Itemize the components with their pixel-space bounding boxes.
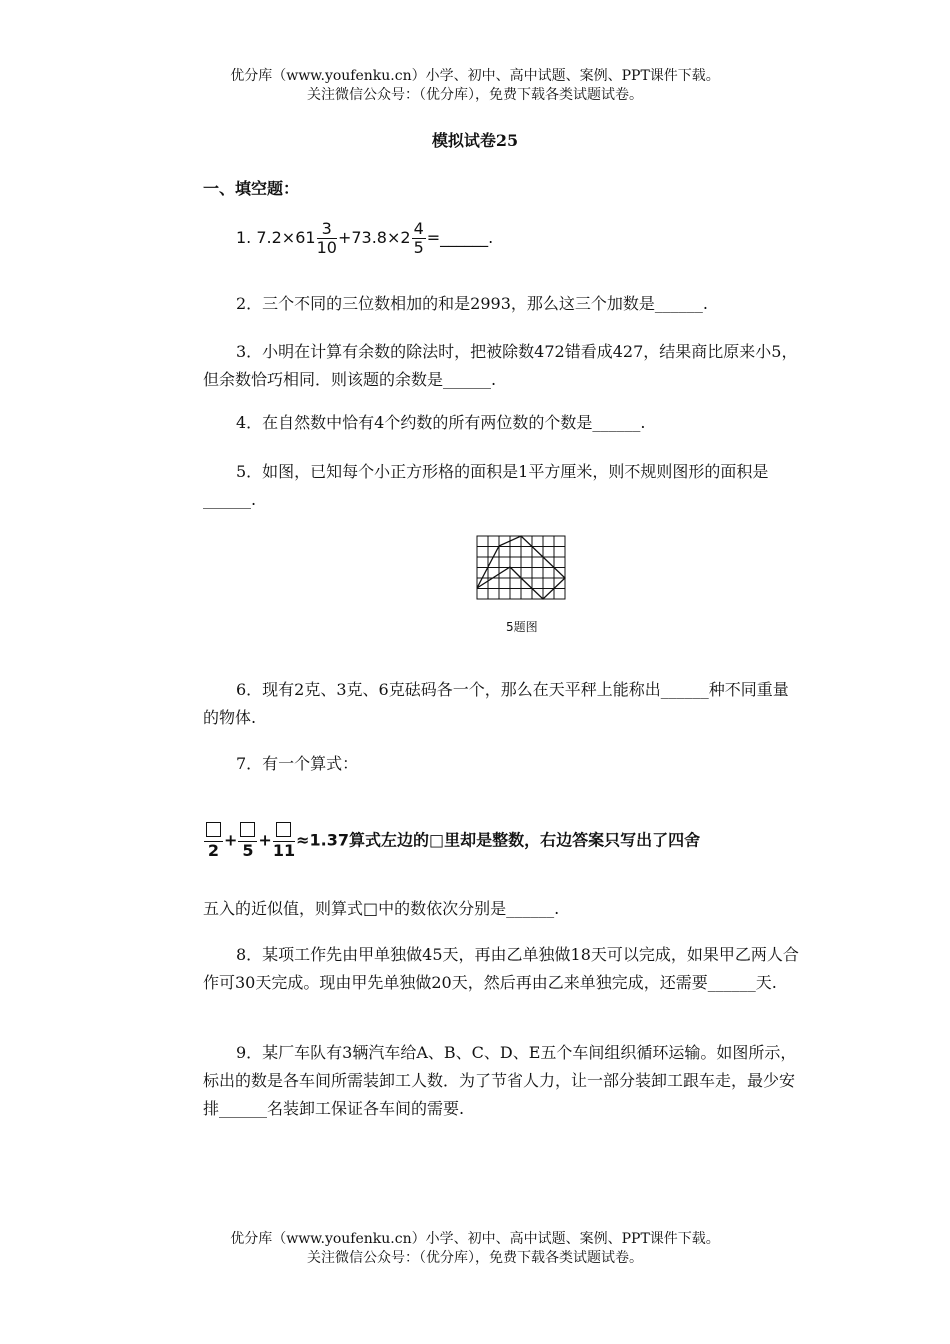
header-line-1: 优分库（www.youfenku.cn）小学、初中、高中试题、案例、PPT课件下载。 xyxy=(230,68,720,84)
q7-denominator-3: 11 xyxy=(272,841,296,860)
header-line-2: 关注微信公众号：（优分库），免费下载各类试题试卷。 xyxy=(307,87,643,103)
question-1 xyxy=(236,220,493,257)
q1-term-a: 7.2×61 xyxy=(256,228,316,247)
q1-fraction-1 xyxy=(317,220,337,257)
figure-5-grid xyxy=(476,535,568,601)
question-9: 9．某厂车队有3辆汽车给A、B、C、D、E五个车间组织循环运输。如图所示，标出的数是各车间所需装卸工人数．为了节省人力，让一部分装卸工跟车走，最少安排______名装卸工保证各车间的需要. xyxy=(203,1043,797,1118)
blank-box xyxy=(240,822,255,837)
q1-fraction-2 xyxy=(412,220,426,257)
q1-number: 1. xyxy=(236,228,252,247)
page-title: 模拟试卷25 xyxy=(431,131,519,150)
page-footer xyxy=(0,1230,950,1268)
q7-rhs: ≈1.37算式左边的□里却是整数，右边答案只写出了四舍 xyxy=(296,830,701,850)
question-6: 6．现有2克、3克、6克砝码各一个，那么在天平秤上能称出______种不同重量的物体. xyxy=(203,680,789,727)
q7-fraction-3 xyxy=(273,822,295,860)
question-8: 8．某项工作先由甲单独做45天，再由乙单独做18天可以完成，如果甲乙两人合作可30天完成。现由甲先单独做20天，然后再由乙来单独完成，还需要______天. xyxy=(203,945,799,992)
q1-f1-denominator: 10 xyxy=(316,238,337,257)
grid-lines xyxy=(477,536,565,599)
q7-denominator-2: 5 xyxy=(242,841,254,860)
q1-f1-numerator: 3 xyxy=(317,220,337,239)
figure-5-caption: 5题图 xyxy=(506,620,538,634)
section-heading: 一、填空题： xyxy=(203,179,300,198)
q1-f2-denominator: 5 xyxy=(413,238,424,257)
question-3: 3．小明在计算有余数的除法时，把被除数472错看成427，结果商比原来小5，但余数恰巧相同．则该题的余数是______. xyxy=(203,342,798,389)
q7-denominator-1: 2 xyxy=(207,841,220,860)
q1-term-b: +73.8×2 xyxy=(337,228,411,247)
blank-box xyxy=(276,822,291,837)
question-7-intro: 7．有一个算式： xyxy=(236,754,359,773)
question-4: 4．在自然数中恰有4个约数的所有两位数的个数是______. xyxy=(236,413,646,432)
question-5: 5．如图，已知每个小正方形格的面积是1平方厘米，则不规则图形的面积是______. xyxy=(203,462,769,509)
question-2: 2．三个不同的三位数相加的和是2993，那么这三个加数是______. xyxy=(236,294,708,313)
page-header xyxy=(0,67,950,105)
footer-line-2: 关注微信公众号：（优分库），免费下载各类试题试卷。 xyxy=(307,1250,643,1266)
footer-line-1: 优分库（www.youfenku.cn）小学、初中、高中试题、案例、PPT课件下载。 xyxy=(230,1231,720,1247)
q1-term-c: =______. xyxy=(426,228,494,247)
blank-box xyxy=(206,822,221,837)
q7-fraction-2 xyxy=(238,822,257,860)
question-7-continued: 五入的近似值，则算式□中的数依次分别是______. xyxy=(203,899,560,918)
q7-fraction-1 xyxy=(204,822,223,860)
q1-f2-numerator: 4 xyxy=(413,219,424,238)
question-7-equation: 2 + 5 + 11 ≈1.37算式左边的□里却是整数，右边答案只写出了四舍 xyxy=(203,822,803,860)
